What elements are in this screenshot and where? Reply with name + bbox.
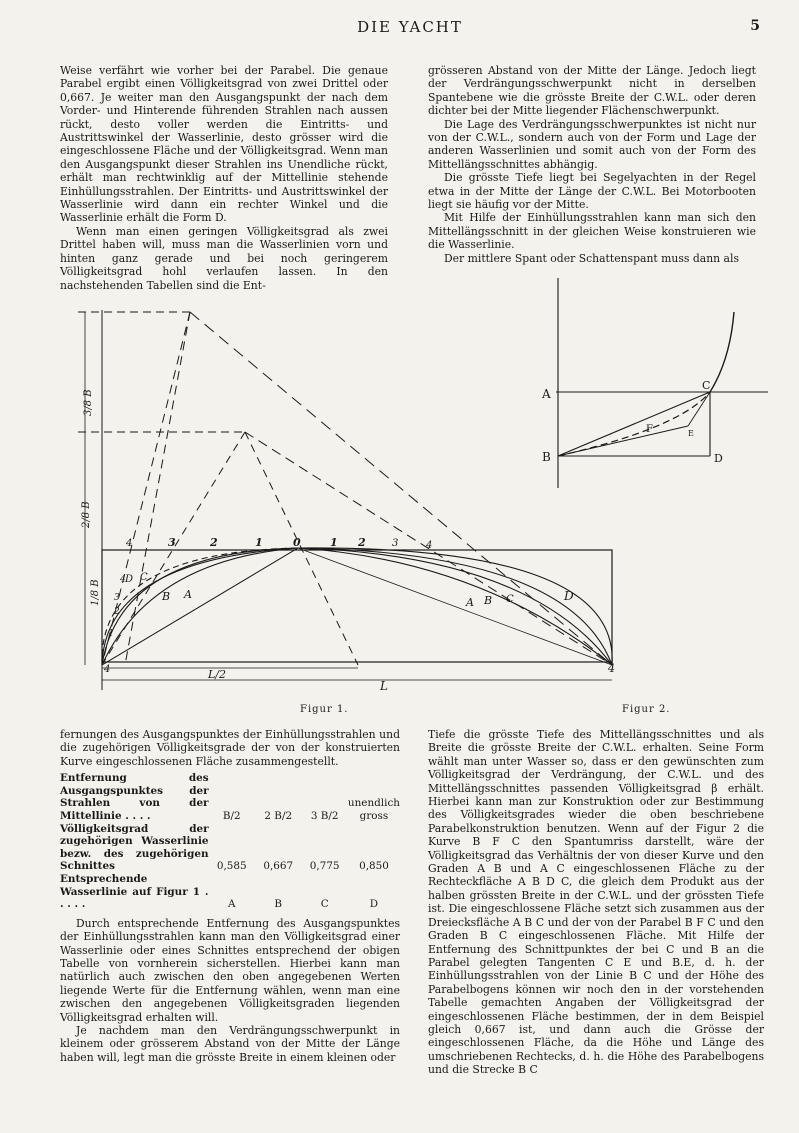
table-cell: Entfernung des Ausgangspunktes der Strahlen von der Mittellinie . . . . [60,772,209,822]
fig1-curve-label-b-right: B [484,594,493,607]
fig1-frame [102,550,612,662]
fig1-label-y-mid: 2/8 B [81,501,92,528]
fig1-vert-tick-1: 1 [108,629,114,639]
fig1-tick-left-1: 1 [255,536,263,549]
table-cell: 0,585 [216,860,247,873]
fig1-curve-label-c-right: C [506,594,514,605]
figure-2-caption: Figur 2. [622,704,671,715]
fig1-tick-right-1: 1 [330,536,338,549]
table-cell: 3 B/2 [310,810,339,822]
paragraph: Die Lage des Verdrängungsschwerpunktes ist nicht nur von der C.W.L., sondern auch von der Form und Lage der anderen Wasserlinien und somit auch von der Form des Mittellängsschnittes abhängig. [428,117,756,171]
journal-title: DIE YACHT [357,18,463,36]
fig1-straight-left [102,548,298,665]
table-cell: 0,667 [263,860,294,873]
figure-1-caption: Figur 1. [300,704,349,715]
fig1-tick-left-4: 4 [126,538,133,549]
fig1-curve-label-d-left: D [125,574,134,585]
fig2-label-a: A [542,387,551,401]
paragraph: Der mittlere Spant oder Schattenspant muss dann als [444,251,739,265]
fig1-curve-label-a-right: A [466,596,474,609]
column-bottom-right [428,728,764,1077]
table-cell: 0,775 [309,860,340,873]
fig2-label-c: C [702,379,711,392]
fig2-frame-curve [710,312,734,392]
table-cell: 2 B/2 [264,810,293,822]
fig2-label-f: F [646,424,653,435]
fig2-label-e: E [688,429,694,438]
fig1-tick-left-2: 2 [210,536,218,549]
paragraph: Weise verfährt wie vorher bei der Parabel. Die genaue Parabel ergibt einen Völligkeitsgrad von zwei Drittel oder 0,667. Je weiter man den Ausgangspunkt der nach dem Vorder- und Hinterende führenden Strahlen nach aussen rückt, desto voller werden die Eintritts- und Austrittswinkel der Wasserlinie, desto grösser wird die eingeschlossene Fläche und der Völligkeitsgrad. Wenn man den Ausgangspunkt dieser Strahlen ins Unendliche rückt, erhält man rechtwinklig auf der Mittellinie stehende Einhüllungsstrahlen. Der Eintritts- und Austrittswinkel der Wasserlinie wird dann ein rechter Winkel und die Wasserlinie erhält die Form D. [60,64,388,225]
paragraph: Je nachdem man den Verdrängungsschwerpunkt in kleinem oder grösserem Abstand von der Mitte der Länge haben will, legt man die grösste Breite in einem kleinen oder [60,1024,400,1064]
column-bottom-left [60,728,400,1064]
paragraph: fernungen des Ausgangspunktes der Einhüllungsstrahlen und die zugehörigen Völligkeitsgrade der von der konstruierten Kurve eingeschlossenen Fläche zusammengestellt. [60,728,400,768]
fig1-tick-right-3: 3 [392,538,399,549]
table-cell: D [369,898,379,911]
fig1-curve-label-a-left: A [184,588,192,601]
paragraph: Wenn man einen geringen Völligkeitsgrad als zwei Drittel haben will, muss man die Wasserlinien vorn und hinten ganz gerade und bei noch geringerem Völligkeitsgrad hohl verlaufen lassen. In den nachstehenden Tabellen sind die Ent- [60,224,388,292]
fig1-tick-left-3: 3 [168,536,176,549]
fig2-line-bc [558,392,710,456]
fig1-vert-tick-2: 2 [114,607,120,617]
fig1-label-half-l: L/2 [208,668,227,681]
fig1-vert-tick-3: 3 [114,593,120,603]
table-row [60,823,400,873]
table-row [60,772,400,822]
fig2-label-b: B [542,450,551,464]
fig1-vert-tick-4: 4 [120,575,126,585]
figure-2 [541,278,768,488]
paragraph: Mit Hilfe der Einhüllungsstrahlen kann man sich den Mittellängsschnitt in der gleichen Weise konstruieren wie die Wasserlinie. [428,211,756,252]
fig1-label-end-left: 4 [104,664,111,675]
table-cell: A [228,898,236,911]
table-cell: 0,850 [359,860,389,873]
table-cell: unendlich gross [347,797,400,822]
fig1-label-y-low: 1/8 B [90,579,101,606]
table-row [60,873,400,911]
page-number: 5 [750,18,760,34]
fig2-tangent-be [558,426,688,456]
paragraph: Durch entsprechende Entfernung des Ausgangspunktes der Einhüllungsstrahlen kann man den Völligkeitsgrad einer Wasserlinie oder eines Schnittes entsprechend der obigen Tabelle von vornherein sicherstellen. Hierbei kann man natürlich auch zwischen den oben angegebenen Werten liegende Werte für die Entfernung wählen, wenn man eine zwischen den angegebenen Völligkeitsgraden liegenden Völligkeitsgrad erhalten will. [60,916,400,1024]
fig1-tick-right-4: 4 [426,540,433,551]
table-cell: Entsprechende Wasserlinie auf Figur 1 . . . . . [60,872,209,911]
fig1-ray [190,312,612,665]
fig1-label-l: L [380,679,388,693]
table-cell: C [320,898,329,911]
table-cell: B [274,898,283,911]
table-cell: B/2 [222,810,241,822]
fig1-label-zero: 0 [293,536,301,549]
paragraph: Die grösste Tiefe liegt bei Segelyachten in der Regel etwa in der Mitte der Länge der C.W.L. Bei Motorbooten liegt sie häufig vor der Mitte. [428,171,756,212]
fig1-curve-label-c-left: C [140,572,148,583]
values-table [60,772,400,911]
fig1-label-y-top: 3/8 B [83,389,94,416]
table-cell: Völligkeitsgrad der zugehörigen Wasserlinie bezw. des zugehörigen Schnittes [60,822,209,873]
figure-1 [78,310,615,693]
paragraph: Tiefe die grösste Tiefe des Mittellängsschnittes und als Breite die grösste Breite der C.W.L. erhalten. Seine Form wählt man unter Wasser so, dass er den gewünschten zum Völligkeitsgrad der Verdrängung, der C.W.L. und des Mittellängsschnittes passenden Völligkeitsgrad β erhält. Hierbei kann man zur Konstruktion oder zur Bestimmung des Völligkeitsgrades wieder die oben beschriebene Parabelkonstruktion benutzen. Wenn auf der Figur 2 die Kurve B F C den Spantumriss darstellt, wäre der Völligkeitsgrad das Verhältnis der von dieser Kurve und den Graden A B und A C eingeschlossenen Fläche zu der Rechteckfläche A B D C, die gleich dem Produkt aus der halben grössten Breite in der C.W.L. und der grössten Tiefe ist. Die eingeschlossene Fläche setzt sich zusammen aus der Dreiecksfläche A B C und der von der Parabel B F C und den Graden B C eingeschlossenen Fläche. Mit Hilfe der Entfernung des Schnittpunktes der bei C und B an die Parabel gelegten Tangenten C E und B.E, d. h. der Einhüllungsstrahlen von der Linie B C und der Höhe des Parabelbogens können wir noch den in der vorstehenden Tabelle gemachten Angaben der Völligkeitsgrad der eingeschlossenen Fläche bestimmen, der in dem Beispiel gleich 0,667 ist, und dann auch die Grösse der eingeschlossenen Fläche, da die Höhe und Länge des umschriebenen Rechtecks, d. h. die Höhe des Parabelbogens und die Strecke B C [428,728,764,1077]
paragraph: grösseren Abstand von der Mitte der Länge. Jedoch liegt der Verdrängungsschwerpunkt nicht in derselben Spantebene wie die grösste Breite der C.W.L. oder deren dichter bei der Mitte liegender Flächenschwerpunkt. [428,64,756,118]
fig1-curve-label-b-left: B [162,590,171,603]
fig1-tick-right-2: 2 [358,536,366,549]
fig1-curve-label-d-right: D [564,589,574,603]
fig2-label-d: D [714,452,723,465]
fig1-label-end-right: 4 [608,662,615,675]
